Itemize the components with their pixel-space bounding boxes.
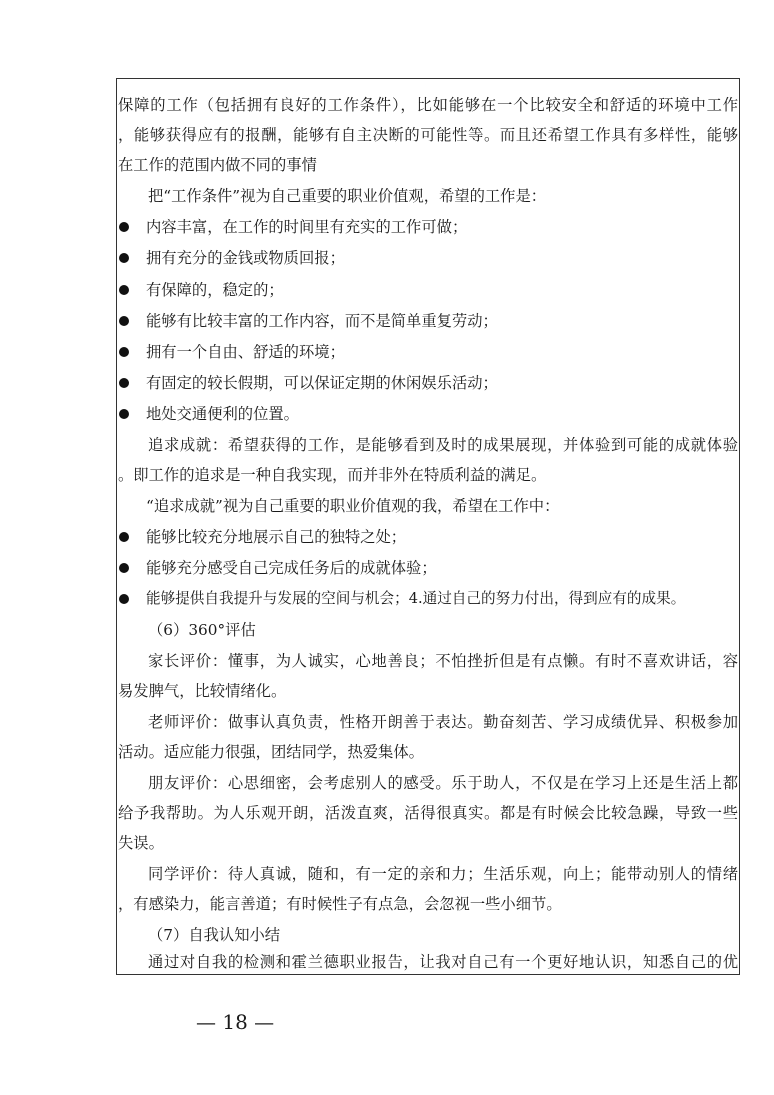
bullet-icon <box>119 222 129 232</box>
text-line: ，有感染力，能言善道；有时候性子有点急，会忽视一些小细节。 <box>118 895 562 913</box>
text-line: 通过对自我的检测和霍兰德职业报告，让我对自己有一个更好地认识，知悉自己的优 <box>148 953 738 971</box>
list-item <box>118 311 738 331</box>
text-line: 在工作的范围内做不同的事情 <box>118 156 317 174</box>
section-heading: （7）自我认知小结 <box>148 926 281 944</box>
text-line: 家长评价：懂事，为人诚实，心地善良；不怕挫折但是有点懒。有时不喜欢讲话，容 <box>148 652 738 670</box>
text-line: 保障的工作（包括拥有良好的工作条件），比如能够在一个比较安全和舒适的环境中工作 <box>118 96 738 114</box>
list-item-text: 能够比较充分地展示自己的独特之处； <box>146 528 407 546</box>
list-item <box>118 217 738 237</box>
list-item <box>118 558 738 578</box>
bullet-icon <box>119 378 129 388</box>
list-item-text: 能够有比较丰富的工作内容，而不是简单重复劳动； <box>146 312 498 330</box>
text-line: 活动。适应能力很强，团结同学，热爱集体。 <box>118 743 424 761</box>
list-item-text: 能够提供自我提升与发展的空间与机会；4.通过自己的努力付出，得到应有的成果。 <box>146 590 686 607</box>
bullet-icon <box>119 347 129 357</box>
list-item <box>118 280 738 300</box>
bullet-icon <box>119 285 129 295</box>
list-item-text: 有保障的，稳定的； <box>146 281 284 299</box>
list-item-text: 有固定的较长假期，可以保证定期的休闲娱乐活动； <box>146 374 498 392</box>
bullet-icon <box>119 409 129 419</box>
list-item <box>118 527 738 547</box>
text-line: 追求成就：希望获得的工作，是能够看到及时的成果展现，并体验到可能的成就体验 <box>148 436 738 454</box>
text-line: 同学评价：待人真诚，随和，有一定的亲和力；生活乐观，向上；能带动别人的情绪 <box>148 865 738 883</box>
text-line: “追求成就”视为自己重要的职业价值观的我，希望在工作中： <box>146 497 560 515</box>
list-item-text: 内容丰富，在工作的时间里有充实的工作可做； <box>146 218 468 236</box>
bullet-icon <box>119 532 129 542</box>
text-line: 易发脾气，比较情绪化。 <box>118 682 287 700</box>
list-item <box>118 342 738 362</box>
bullet-icon <box>119 594 129 604</box>
list-item-text: 拥有充分的金钱或物质回报； <box>146 249 345 267</box>
text-line: 老师评价：做事认真负责，性格开朗善于表达。勤奋刻苦、学习成绩优异、积极参加 <box>148 713 738 731</box>
list-item-text: 地处交通便利的位置。 <box>146 405 299 423</box>
page-number: — 18 — <box>196 1010 275 1034</box>
list-item-text: 拥有一个自由、舒适的环境； <box>146 343 345 361</box>
text-line: 朋友评价：心思细密，会考虑别人的感受。乐于助人，不仅是在学习上还是生活上都 <box>148 774 738 792</box>
text-line: 失误。 <box>118 834 164 852</box>
list-item <box>118 589 738 609</box>
text-line: 给予我帮助。为人乐观开朗，活泼直爽，活得很真实。都是有时候会比较急躁，导致一些 <box>118 804 738 822</box>
bullet-icon <box>119 563 129 573</box>
list-item <box>118 248 738 268</box>
list-item-text: 能够充分感受自己完成任务后的成就体验； <box>146 559 437 577</box>
bullet-icon <box>119 316 129 326</box>
text-line: ，能够获得应有的报酬，能够有自主决断的可能性等。而且还希望工作具有多样性，能够 <box>118 126 738 144</box>
list-item <box>118 404 738 424</box>
text-line: 。即工作的追求是一种自我实现，而并非外在特质利益的满足。 <box>118 466 547 484</box>
section-heading: （6）360°评估 <box>148 621 256 639</box>
bullet-icon <box>119 253 129 263</box>
text-line: 把“工作条件”视为自己重要的职业价值观，希望的工作是： <box>148 187 547 205</box>
list-item <box>118 373 738 393</box>
